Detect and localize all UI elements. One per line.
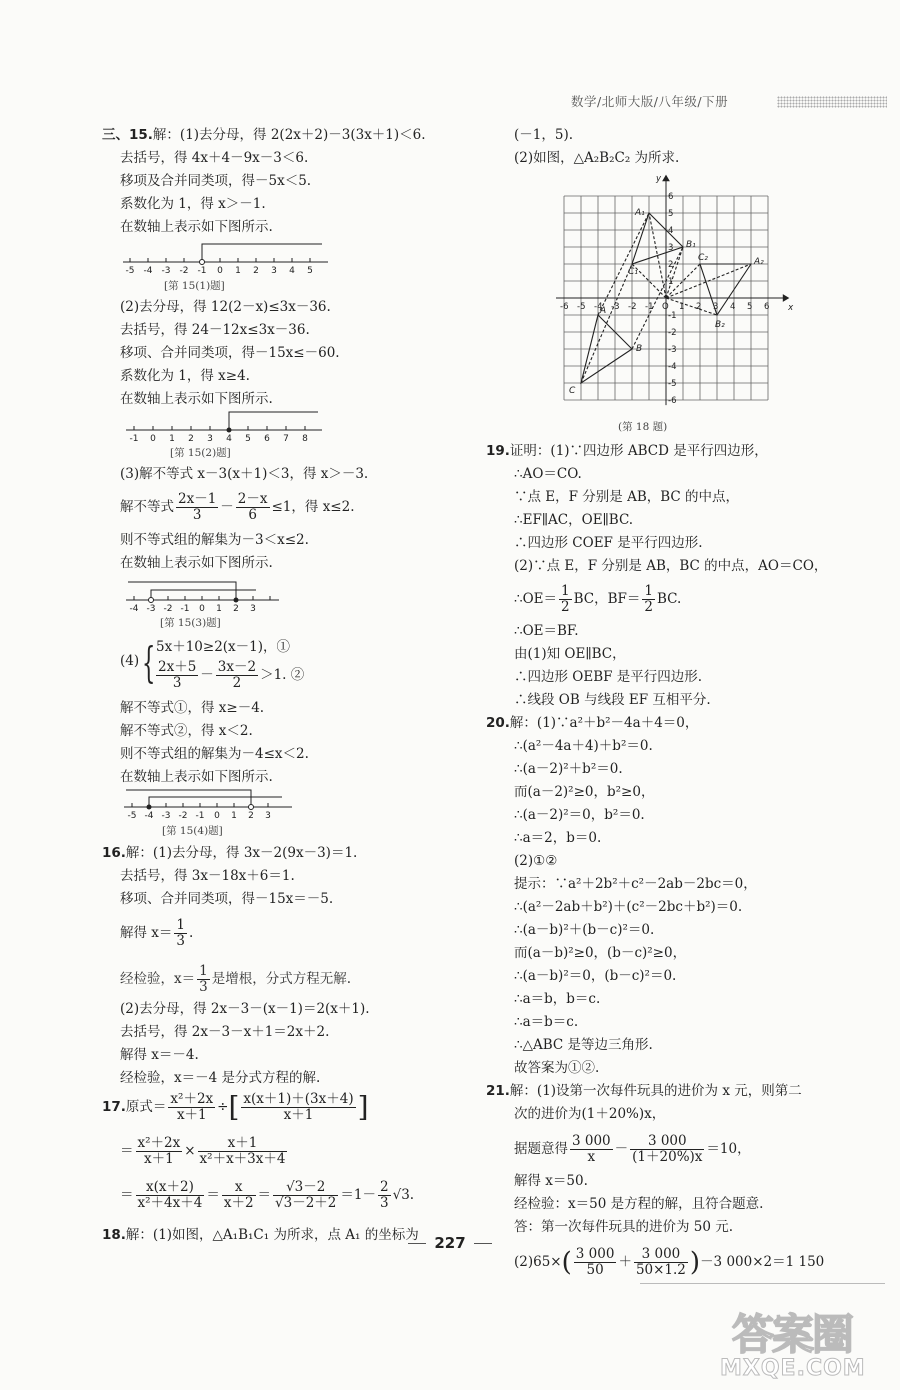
y-tick-label: -2 <box>668 328 677 338</box>
q15-line: 则不等式组的解集为－4≤x＜2. <box>120 746 309 762</box>
text: ∴OE＝ <box>514 591 558 607</box>
fraction <box>156 660 198 691</box>
denominator: x <box>587 1149 596 1165</box>
svg-text:-1: -1 <box>195 811 205 821</box>
q20-line <box>486 714 698 732</box>
fraction <box>222 1180 256 1211</box>
denominator: 2 <box>561 599 570 615</box>
y-tick-label: 6 <box>668 192 674 202</box>
svg-text:-1: -1 <box>180 604 190 614</box>
q19-line: ∴四边形 COEF 是平行四边形. <box>514 535 703 551</box>
numerator: 3 000 <box>572 1133 611 1149</box>
fraction <box>273 1180 338 1211</box>
svg-text:-1: -1 <box>197 266 207 274</box>
numerator: √3－2 <box>273 1180 338 1196</box>
fraction <box>168 1092 215 1123</box>
x-tick-label: 4 <box>730 302 736 312</box>
denominator: x＋1 <box>283 1107 314 1123</box>
label: (4) <box>120 653 140 669</box>
numerator: x(x＋1)＋(3x＋4) <box>243 1091 354 1107</box>
denominator: 3 <box>380 1195 389 1211</box>
q20-line: 提示：∵a²＋2b²＋c²－2ab－2bc＝0， <box>514 876 757 892</box>
q16-line: (2)去分母，得 2x－3－(x－1)＝2(x＋1). <box>120 1001 370 1017</box>
denominator: x²＋x＋3x＋4 <box>199 1151 286 1167</box>
q15-text: 解：(1)去分母，得 2(2x＋2)－3(3x＋1)＜6. <box>152 127 426 143</box>
svg-text:-3: -3 <box>146 604 156 614</box>
numerator: 3 000 <box>630 1134 704 1150</box>
text: － <box>220 499 234 515</box>
text: － <box>614 1141 629 1157</box>
q20-line: 而(a－2)²≥0，b²≥0， <box>514 784 655 800</box>
x-tick-label: -4 <box>594 302 603 312</box>
svg-text:0: 0 <box>217 266 223 274</box>
q17-line-3 <box>120 1180 414 1211</box>
svg-text:-3: -3 <box>161 266 171 274</box>
q20-line: ∴a＝b＝c. <box>514 1014 579 1030</box>
fraction <box>197 964 210 995</box>
svg-text:-1: -1 <box>129 434 139 442</box>
denominator: x＋1 <box>176 1107 207 1123</box>
q20-line: ∴(a²－2ab＋b²)＋(c²－2bc＋b²)＝0. <box>514 899 743 915</box>
svg-text:-2: -2 <box>179 266 189 274</box>
fraction <box>136 1136 183 1167</box>
point-label-b2: B₂ <box>715 320 725 330</box>
q21-line <box>486 1082 802 1100</box>
svg-text:8: 8 <box>302 434 308 442</box>
numerator: 3x－2 <box>217 659 257 675</box>
svg-text:5: 5 <box>307 266 313 274</box>
q15-line: 则不等式组的解集为－3＜x≤2. <box>120 532 309 548</box>
q16-line: 去括号，得 2x－3－x＋1＝2x＋2. <box>120 1024 330 1040</box>
denominator: (1＋20%)x <box>632 1149 703 1165</box>
point-label-c2: C₂ <box>698 253 708 263</box>
q19-line: ∴EF∥AC，OE∥BC. <box>514 512 634 528</box>
x-tick-label: 6 <box>764 302 770 312</box>
q15-line: (3)解不等式 x－3(x＋1)＜3，得 x＞－3. <box>120 466 369 482</box>
denominator: 3 <box>176 933 185 949</box>
q20-line: ∴(a－2)²＝0，b²＝0. <box>514 807 645 823</box>
denominator: 3 <box>192 507 202 523</box>
numerator: 2 <box>380 1179 389 1195</box>
q16-fraction-line: 解得 x＝ $\frac{1}{3}$ . <box>120 917 194 949</box>
figure-caption: [第 15(4)题] <box>162 825 223 837</box>
svg-text:1: 1 <box>235 266 241 274</box>
denominator: 6 <box>248 507 257 523</box>
numerator: 2－x <box>237 491 268 507</box>
text: －3 000×2＝1 150 <box>700 1254 825 1270</box>
q21-fraction-line <box>514 1134 751 1165</box>
text: ＝1－ <box>340 1187 376 1203</box>
numerator: 3 000 <box>634 1247 688 1263</box>
svg-text:1: 1 <box>216 604 222 614</box>
numerator: x <box>222 1180 256 1196</box>
eq1: 5x＋10≥2(x－1)，① <box>156 639 291 655</box>
q18-number: 18. <box>102 1227 126 1243</box>
number-line-15-2 <box>122 406 327 442</box>
q20-number: 20. <box>486 715 510 731</box>
q15-line: 解不等式①，得 x≥－4. <box>120 700 265 716</box>
header-dot-pattern <box>777 96 887 108</box>
text: 解：(1)去分母，得 3x－2(9x－3)＝1. <box>125 845 358 861</box>
q15-line: 在数轴上表示如下图所示. <box>120 219 273 235</box>
x-tick-label: 3 <box>713 302 719 312</box>
text: ＋ <box>618 1254 632 1270</box>
q15-line: 系数化为 1，得 x≥4. <box>120 368 250 384</box>
q21-line: 解得 x＝50. <box>514 1173 588 1189</box>
page-number-text: 227 <box>434 1234 466 1252</box>
y-tick-label: 4 <box>668 226 674 236</box>
x-tick-label: -2 <box>628 302 637 312</box>
text: BC. <box>657 591 682 607</box>
q15-line: 去括号，得 24－12x≤3x－36. <box>120 322 310 338</box>
numerator: 1 <box>199 963 208 979</box>
point-label-a1: A₁ <box>635 208 645 218</box>
text: 证明：(1)∵四边形 ABCD 是平行四边形， <box>509 443 768 459</box>
q15-line: 在数轴上表示如下图所示. <box>120 391 273 407</box>
x-tick-label: O <box>662 302 669 312</box>
denominator: 2 <box>232 675 242 691</box>
point-label-b: B <box>636 344 643 354</box>
denominator: 3 <box>199 979 208 995</box>
svg-text:0: 0 <box>214 811 220 821</box>
figure-caption: (第 18 题) <box>618 421 668 433</box>
number-line-15-3 <box>124 574 284 614</box>
text: ＝ <box>120 1143 134 1159</box>
denominator: 50 <box>586 1262 604 1278</box>
fraction <box>630 1134 704 1165</box>
text: ≤1，得 x≤2. <box>271 499 355 515</box>
watermark-top-text: 答案圈 <box>732 1310 853 1359</box>
number-line-15-1 <box>118 238 333 274</box>
numerator: 2x＋5 <box>158 659 197 675</box>
fraction <box>378 1180 391 1211</box>
text: 原式＝ <box>125 1099 167 1115</box>
q15-line: 在数轴上表示如下图所示. <box>120 555 273 571</box>
triangle-a2b2c2 <box>700 264 751 315</box>
q16-number: 16. <box>102 845 126 861</box>
point-label-a: A <box>600 306 607 316</box>
q21-number: 21. <box>486 1083 510 1099</box>
x-tick-label: 5 <box>747 302 753 312</box>
y-tick-label: -6 <box>668 396 677 406</box>
svg-text:-2: -2 <box>163 604 173 614</box>
q15-number: 三、15. <box>102 127 153 143</box>
figure-caption: [第 15(1)题] <box>164 280 225 292</box>
svg-text:2: 2 <box>248 811 254 821</box>
watermark-logo <box>690 1300 890 1390</box>
q15-line <box>102 126 426 144</box>
point-label-a2: A₂ <box>754 257 764 267</box>
fraction <box>198 1136 288 1167</box>
svg-text:4: 4 <box>226 434 232 442</box>
figure-caption: [第 15(3)题] <box>160 617 221 629</box>
q16-line: 经检验，x＝－4 是分式方程的解. <box>120 1070 321 1086</box>
q15-line: 移项及合并同类项，得－5x＜5. <box>120 173 312 189</box>
x-tick-label: -1 <box>645 302 654 312</box>
y-tick-label: 2 <box>668 260 674 270</box>
svg-text:2: 2 <box>253 266 259 274</box>
q17-line-2 <box>120 1136 289 1167</box>
fraction <box>216 660 258 691</box>
text: ＝ <box>206 1187 220 1203</box>
fraction <box>241 1092 355 1123</box>
text: BC，BF＝ <box>573 591 641 607</box>
denominator: 50×1.2 <box>635 1262 686 1278</box>
text: 经检验，x＝ <box>120 971 196 987</box>
brace: { <box>142 638 156 687</box>
q15-line: 去括号，得 4x＋4－9x－3＜6. <box>120 150 309 166</box>
y-tick-label: 5 <box>668 209 674 219</box>
fraction <box>570 1134 613 1165</box>
svg-text:-4: -4 <box>143 266 153 274</box>
svg-text:3: 3 <box>250 604 256 614</box>
svg-text:3: 3 <box>207 434 213 442</box>
point-label-c: C <box>569 386 576 396</box>
q20-line: 而(a－b)²≥0，(b－c)²≥0， <box>514 945 687 961</box>
q21-line: 次的进价为(1＋20%)x， <box>514 1106 666 1122</box>
q19-line <box>486 442 768 460</box>
numerator: x²＋2x <box>137 1135 181 1151</box>
q19-line: ∴OE＝BF. <box>514 623 579 639</box>
text: ＝10， <box>706 1141 751 1157</box>
q15-line: 在数轴上表示如下图所示. <box>120 769 273 785</box>
q19-line: ∴线段 OB 与线段 EF 互相平分. <box>514 692 711 708</box>
q16-line: 去括号，得 3x－18x＋6＝1. <box>120 868 295 884</box>
q17-line-1: 17.原式＝ $\frac{\text{x²＋2x}}{x+1}$ ÷[ $\frac{x(x+1)+(3x+4)}{x+1}$ ] <box>102 1090 369 1124</box>
q19-line: ∵点 E，F 分别是 AB，BC 的中点， <box>514 489 740 505</box>
y-tick-label: 3 <box>668 243 674 253</box>
text: 解：(1)如图，△A₁B₁C₁ 为所求，点 A₁ 的坐标为 <box>125 1227 419 1243</box>
y-tick-label: -1 <box>668 311 677 321</box>
y-tick-label: -5 <box>668 379 677 389</box>
svg-text:3: 3 <box>265 811 271 821</box>
svg-text:7: 7 <box>283 434 289 442</box>
text: ＝ <box>120 1187 134 1203</box>
svg-text:1: 1 <box>231 811 237 821</box>
text: ＝ <box>257 1187 272 1203</box>
numerator: 1 <box>561 583 570 599</box>
q16-line: 移项、合并同类项，得－15x＝－5. <box>120 891 334 907</box>
x-tick-label: 1 <box>679 302 685 312</box>
fraction <box>136 1180 205 1211</box>
q19-line: (2)∵点 E，F 分别是 AB，BC 的中点，AO＝CO， <box>514 558 828 574</box>
fraction <box>559 584 572 615</box>
q16-fraction-line <box>120 964 351 995</box>
svg-text:2: 2 <box>233 604 239 614</box>
denominator: 2 <box>644 599 653 615</box>
fraction <box>176 492 218 523</box>
q15-line: (2)去分母，得 12(2－x)≤3x－36. <box>120 299 331 315</box>
denominator: √3－2＋2 <box>275 1195 337 1211</box>
text: √3. <box>392 1187 415 1203</box>
numerator: 1 <box>644 583 653 599</box>
y-tick-label: -3 <box>668 345 677 355</box>
text: 解不等式 <box>120 499 174 515</box>
y-axis-label: y <box>656 174 662 184</box>
svg-text:6: 6 <box>264 434 270 442</box>
q17-number: 17. <box>102 1099 126 1115</box>
svg-text:0: 0 <box>199 604 205 614</box>
number-line-15-4 <box>122 785 297 821</box>
numerator: x＋1 <box>198 1136 288 1152</box>
q20-line: ∴(a²－4a＋4)＋b²＝0. <box>514 738 653 754</box>
page-header <box>0 92 900 112</box>
q20-line: 故答案为①②. <box>514 1060 600 1076</box>
q21-line: 答：第一次每件玩具的进价为 50 元. <box>514 1219 734 1235</box>
q15-fraction-line <box>120 492 355 523</box>
y-tick-label: -4 <box>668 362 677 372</box>
q19-line: 由(1)知 OE∥BC， <box>514 646 626 662</box>
q18-line: (－1，5). <box>514 127 574 143</box>
q20-line: ∴(a－b)²＋(b－c)²＝0. <box>514 922 655 938</box>
text: × <box>184 1143 196 1159</box>
q20-line: ∴(a－2)²＋b²＝0. <box>514 761 623 777</box>
x-tick-label: -6 <box>560 302 569 312</box>
text: － <box>200 667 214 683</box>
y-tick-label: 1 <box>668 277 674 287</box>
q19-fraction-line <box>514 584 681 615</box>
denominator: x²＋4x＋4 <box>137 1195 203 1211</box>
point-label-c1: C₁ <box>628 267 638 277</box>
numerator: 1 <box>176 917 185 933</box>
q20-line: ∴a＝b，b＝c. <box>514 991 601 1007</box>
svg-text:3: 3 <box>271 266 277 274</box>
numerator: x(x＋2) <box>136 1180 205 1196</box>
eq2 <box>154 660 304 691</box>
svg-text:-5: -5 <box>125 266 135 274</box>
x-tick-label: -5 <box>577 302 586 312</box>
denominator: x＋2 <box>223 1195 254 1211</box>
fraction <box>174 918 187 949</box>
denominator: x＋1 <box>144 1151 174 1167</box>
numerator: 3 000 <box>575 1246 615 1262</box>
text: 是增根，分式方程无解. <box>211 971 352 987</box>
header-title: 数学/北师大版/八年级/下册 <box>571 94 729 109</box>
q21-line: 经检验：x＝50 是方程的解，且符合题意. <box>514 1196 764 1212</box>
q19-number: 19. <box>486 443 510 459</box>
q20-line: (2)①② <box>514 853 558 869</box>
svg-text:-5: -5 <box>127 811 137 821</box>
page-number <box>0 1234 900 1252</box>
q16-line <box>102 844 357 862</box>
q20-line: ∴△ABC 是等边三角形. <box>514 1037 653 1053</box>
svg-text:-4: -4 <box>144 811 154 821</box>
text: 据题意得 <box>514 1141 568 1157</box>
q21-fraction-line: (2)65×( $\frac{3 000}{50}$ ＋ $\frac{3 000}{50\times 1.2}$ )－3 000×2＝1 150 <box>514 1246 825 1278</box>
svg-text:4: 4 <box>289 266 295 274</box>
svg-text:5: 5 <box>245 434 251 442</box>
q16-line: 解得 x＝－4. <box>120 1047 199 1063</box>
dashed-guide <box>666 247 683 298</box>
q19-line: ∴AO＝CO. <box>514 466 582 482</box>
svg-text:0: 0 <box>150 434 156 442</box>
x-tick-label: -3 <box>611 302 620 312</box>
footer-rule <box>640 1283 885 1284</box>
numerator: 2x－1 <box>178 491 217 507</box>
text: 解：(1)设第一次每件玩具的进价为 x 元，则第二 <box>509 1083 802 1099</box>
text: (2)65× <box>514 1254 562 1270</box>
svg-text:1: 1 <box>169 434 175 442</box>
q20-line: ∴(a－b)²＝0，(b－c)²＝0. <box>514 968 677 984</box>
text: 解：(1)∵a²＋b²－4a＋4＝0， <box>509 715 699 731</box>
figure-caption: [第 15(2)题] <box>170 447 231 459</box>
coordinate-grid-18 <box>556 170 816 418</box>
svg-text:-2: -2 <box>178 811 188 821</box>
q15-line: 移项、合并同类项，得－15x≤－60. <box>120 345 340 361</box>
svg-text:2: 2 <box>188 434 194 442</box>
numerator: x²＋2x <box>170 1091 214 1107</box>
point-label-b1: B₁ <box>686 240 696 250</box>
text: ÷ <box>217 1099 229 1115</box>
q20-line: ∴a＝2，b＝0. <box>514 830 602 846</box>
q19-line: ∴四边形 OEBF 是平行四边形. <box>514 669 703 685</box>
q18-line: (2)如图，△A₂B₂C₂ 为所求. <box>514 150 680 166</box>
fraction <box>642 584 655 615</box>
text: ＞1. ② <box>260 667 305 683</box>
q15-line: 系数化为 1，得 x＞－1. <box>120 196 266 212</box>
denominator: 3 <box>172 675 182 691</box>
svg-text:-4: -4 <box>129 604 139 614</box>
svg-text:-3: -3 <box>161 811 171 821</box>
x-axis-label: x <box>788 303 794 313</box>
watermark-bottom-text: MXQE.COM <box>720 1356 866 1381</box>
x-tick-label: 2 <box>696 302 702 312</box>
y-axis-arrow <box>663 176 669 181</box>
x-axis-arrow <box>783 295 788 301</box>
fraction <box>236 492 270 523</box>
text: 解得 x＝ <box>120 925 173 941</box>
q15-line: 解不等式②，得 x＜2. <box>120 723 253 739</box>
